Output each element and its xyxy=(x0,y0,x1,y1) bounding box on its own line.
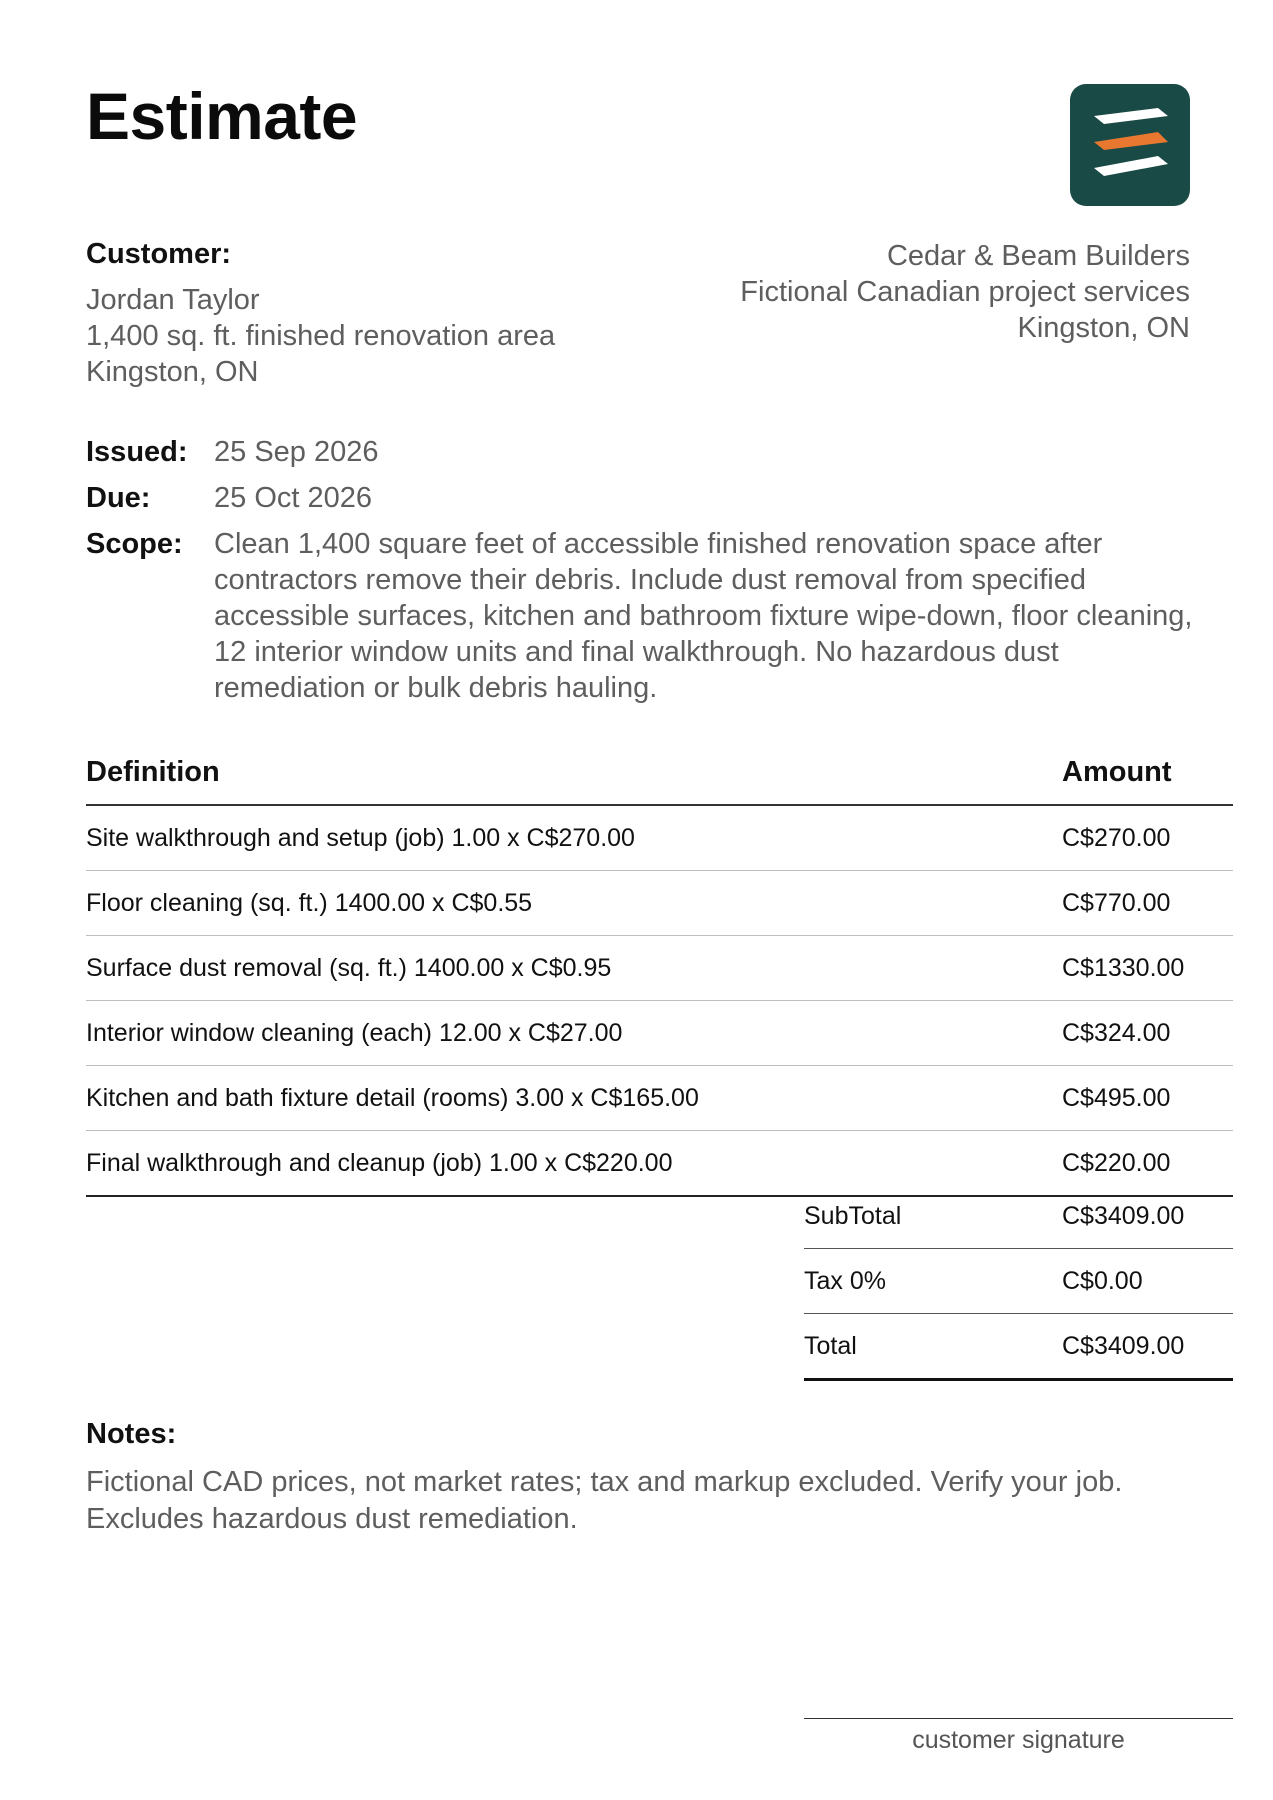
total-row xyxy=(804,1314,1233,1381)
company-tagline: Fictional Canadian project services xyxy=(740,276,1190,308)
stacked-layers-logo-icon xyxy=(1070,84,1190,206)
totals-table xyxy=(804,1184,1233,1381)
company-logo-icon xyxy=(1070,84,1190,206)
tax-value: C$0.00 xyxy=(1062,1266,1143,1295)
customer-details xyxy=(86,282,555,390)
table-row xyxy=(86,806,1233,871)
due-label: Due: xyxy=(86,482,151,514)
item-amount: C$220.00 xyxy=(1062,1148,1171,1177)
total-value: C$3409.00 xyxy=(1062,1331,1185,1360)
scope-row xyxy=(86,526,1214,706)
item-definition: Final walkthrough and cleanup (job) 1.00 x C$220.00 xyxy=(86,1148,673,1177)
due-value: 25 Oct 2026 xyxy=(214,482,372,514)
company-details xyxy=(740,238,1190,346)
definition-header: Definition xyxy=(86,756,220,788)
company-name: Cedar & Beam Builders xyxy=(886,240,1190,272)
scope-value: Clean 1,400 square feet of accessible finished renovation space after contractors remove their debris. Include dust removal from specified accessible surfaces, kitchen and bathroom fixture wipe-down, floor cleaning, 12 interior window units and final walkthrough. No hazardous dust remediation or bulk debris hauling. xyxy=(214,528,1193,704)
item-definition: Surface dust removal (sq. ft.) 1400.00 x C$0.95 xyxy=(86,953,612,982)
item-amount: C$770.00 xyxy=(1062,888,1171,917)
subtotal-row xyxy=(804,1184,1233,1249)
table-row xyxy=(86,1001,1233,1066)
item-definition: Kitchen and bath fixture detail (rooms) 3.00 x C$165.00 xyxy=(86,1083,699,1112)
page-title: Estimate xyxy=(86,79,358,153)
table-row xyxy=(86,1066,1233,1131)
customer-label: Customer: xyxy=(86,238,232,270)
item-amount: C$324.00 xyxy=(1062,1018,1171,1047)
customer-area: 1,400 sq. ft. finished renovation area xyxy=(86,320,556,352)
item-definition: Site walkthrough and setup (job) 1.00 x C$270.00 xyxy=(86,823,635,852)
notes-text: Fictional CAD prices, not market rates; tax and markup excluded. Verify your job. Excludes hazardous dust remediation. xyxy=(86,1466,1123,1535)
item-definition: Interior window cleaning (each) 12.00 x C$27.00 xyxy=(86,1018,623,1047)
tax-label: Tax 0% xyxy=(804,1266,886,1295)
scope-label: Scope: xyxy=(86,528,183,560)
item-amount: C$270.00 xyxy=(1062,823,1171,852)
tax-row xyxy=(804,1249,1233,1314)
issued-value: 25 Sep 2026 xyxy=(214,436,379,468)
customer-name: Jordan Taylor xyxy=(86,284,260,316)
item-amount: C$1330.00 xyxy=(1062,953,1185,982)
issued-row xyxy=(86,434,1214,470)
signature-line[interactable] xyxy=(804,1718,1233,1719)
subtotal-value: C$3409.00 xyxy=(1062,1201,1185,1230)
due-row xyxy=(86,480,1214,516)
subtotal-label: SubTotal xyxy=(804,1201,902,1230)
customer-location: Kingston, ON xyxy=(86,356,259,388)
table-row xyxy=(86,936,1233,1001)
total-label: Total xyxy=(804,1331,857,1360)
company-location: Kingston, ON xyxy=(1017,312,1190,344)
signature-label: customer signature xyxy=(912,1726,1125,1754)
line-items-table xyxy=(86,756,1233,1197)
table-row xyxy=(86,871,1233,936)
issued-label: Issued: xyxy=(86,436,188,468)
item-amount: C$495.00 xyxy=(1062,1083,1171,1112)
table-header xyxy=(86,756,1233,806)
item-definition: Floor cleaning (sq. ft.) 1400.00 x C$0.55 xyxy=(86,888,533,917)
notes-label: Notes: xyxy=(86,1418,177,1450)
amount-header: Amount xyxy=(1062,756,1172,788)
